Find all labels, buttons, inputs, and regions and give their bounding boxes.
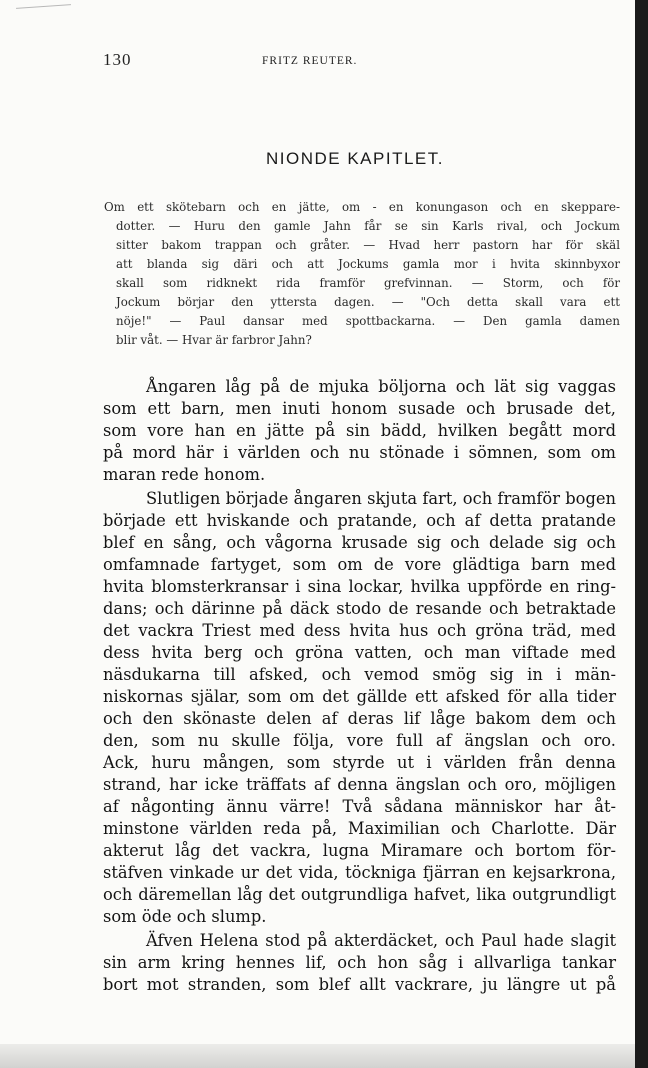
body-line: maran rede honom. <box>103 465 266 484</box>
summary-line: att blanda sig däri och att Jockums gamla mor i hvita skinnbyxor <box>116 257 620 271</box>
summary-line: blir våt. — Hvar är farbror Jahn? <box>116 333 312 347</box>
page-bottom-edge <box>0 1044 648 1068</box>
summary-line: nöje!" — Paul dansar med spottbackarna. — Den gamla damen <box>116 314 620 328</box>
page-right-edge <box>635 0 648 1068</box>
body-line: Ångaren låg på de mjuka böljorna och lät sig vaggas <box>146 377 616 396</box>
body-line: dans; och därinne på däck stodo de resande och betraktade <box>103 599 616 618</box>
body-line: bort mot stranden, som blef allt vackrare, ju längre ut på <box>103 975 616 994</box>
body-line: som ett barn, men inuti honom susade och brusade det, <box>103 399 616 418</box>
body-line: niskornas själar, som om det gällde ett afsked för alla tider <box>103 687 616 706</box>
body-line: dess hvita berg och gröna vatten, och man viftade med <box>103 643 616 662</box>
body-line: Slutligen började ångaren skjuta fart, och framför bogen <box>146 489 616 508</box>
body-line: som vore han en jätte på sin bädd, hvilken begått mord <box>103 421 616 440</box>
body-line: det vackra Triest med dess hvita hus och gröna träd, med <box>103 621 616 640</box>
summary-line: Jockum börjar den yttersta dagen. — "Och detta skall vara ett <box>116 295 620 309</box>
body-line: sin arm kring hennes lif, och hon såg i allvarliga tankar <box>103 953 616 972</box>
body-line: af någonting ännu värre! Två sådana människor har åt- <box>103 797 616 816</box>
body-line: stäfven vinkade ur det vida, töckniga fjärran en kejsarkrona, <box>103 863 616 882</box>
body-line: akterut låg det vackra, lugna Miramare och bortom för- <box>103 841 616 860</box>
chapter-title: NIONDE KAPITLET. <box>266 149 444 168</box>
body-line: på mord här i världen och nu stönade i sömnen, som om <box>103 443 616 462</box>
body-line: började ett hviskande och pratande, och af detta pratande <box>103 511 616 530</box>
body-line: hvita blomsterkransar i sina lockar, hvilka uppförde en ring- <box>103 577 616 596</box>
body-line: den, som nu skulle följa, vore full af ängslan och oro. <box>103 731 616 750</box>
summary-line: dotter. — Huru den gamle Jahn får se sin Karls rival, och Jockum <box>116 219 620 233</box>
summary-line: skall som ridknekt rida framför grefvinnan. — Storm, och för <box>116 276 620 290</box>
body-line: näsdukarna till afsked, och vemod smög sig in i män- <box>103 665 616 684</box>
body-line: omfamnade fartyget, som om de vore glädtiga barn med <box>103 555 616 574</box>
summary-line: sitter bakom trappan och gråter. — Hvad herr pastorn har för skäl <box>116 238 620 252</box>
body-line: blef en sång, och vågorna krusade sig och delade sig och <box>103 533 616 552</box>
body-line: och den skönaste delen af deras lif låge bakom dem och <box>103 709 616 728</box>
page-number: 130 <box>103 50 132 69</box>
body-line: strand, har icke träffats af denna ängslan och oro, möjligen <box>103 775 616 794</box>
running-head: FRITZ REUTER. <box>262 55 358 67</box>
body-line: Ack, huru mången, som styrde ut i världen från denna <box>103 753 616 772</box>
body-line: minstone världen reda på, Maximilian och Charlotte. Där <box>103 819 616 838</box>
body-line: Äfven Helena stod på akterdäcket, och Paul hade slagit <box>146 931 616 950</box>
body-line: som öde och slump. <box>103 907 267 926</box>
body-line: och däremellan låg det outgrundliga hafvet, lika outgrundligt <box>103 885 616 904</box>
summary-line: Om ett skötebarn och en jätte, om - en konungason och en skeppare- <box>104 200 620 214</box>
